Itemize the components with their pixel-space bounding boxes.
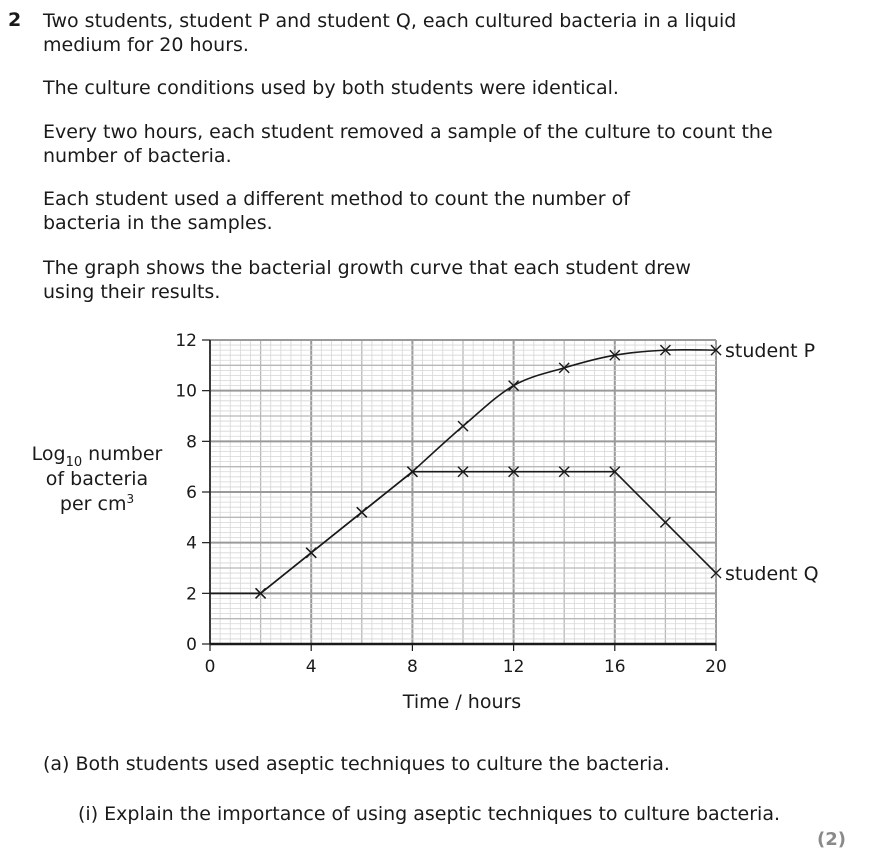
y-tick-label: 12 bbox=[175, 331, 197, 351]
graph-paragraph: The graph shows the bacterial growth curve that each student drew using their results. bbox=[43, 257, 691, 303]
chart-grid bbox=[210, 340, 716, 644]
y-tick-label: 0 bbox=[186, 635, 197, 655]
part-a-i-text: (i) Explain the importance of using aseptic techniques to culture bacteria. bbox=[78, 803, 781, 825]
method-paragraph: Each student used a different method to count the number of bacteria in the samples. bbox=[43, 188, 630, 234]
student-p-legend-label: student P bbox=[725, 340, 816, 363]
x-tick-label: 4 bbox=[305, 657, 317, 677]
intro-paragraph: Two students, student P and student Q, each cultured bacteria in a liquid medium for 20 hours. bbox=[43, 10, 737, 56]
x-tick-label: 16 bbox=[603, 657, 626, 677]
y-axis-title-line-2: of bacteria bbox=[45, 468, 149, 490]
y-tick-label: 2 bbox=[186, 584, 197, 605]
x-tick-label: 20 bbox=[705, 657, 727, 677]
conditions-paragraph: The culture conditions used by both students were identical. bbox=[43, 77, 619, 99]
x-tick-label: 12 bbox=[502, 657, 525, 677]
y-tick-label: 10 bbox=[175, 381, 197, 402]
part-a-text: (a) Both students used aseptic techniques to culture the bacteria. bbox=[43, 753, 670, 775]
x-tick-label: 0 bbox=[204, 657, 216, 677]
y-axis-title-line-1: Log$_{10}$ number bbox=[31, 443, 163, 470]
student-q-legend-label: student Q bbox=[725, 563, 819, 586]
x-axis-title: Time / hours bbox=[402, 691, 522, 713]
y-tick-label: 6 bbox=[186, 483, 197, 503]
chart-ticks bbox=[175, 331, 726, 677]
y-tick-label: 4 bbox=[186, 533, 197, 554]
y-axis-title-line-3: per $cm^3$ bbox=[59, 492, 135, 515]
sampling-paragraph: Every two hours, each student removed a sample of the culture to count the number of bacteria. bbox=[43, 121, 773, 167]
marks-badge: (2) bbox=[817, 829, 846, 850]
x-tick-label: 8 bbox=[406, 657, 418, 677]
question-number: 2 bbox=[8, 9, 22, 31]
y-tick-label: 8 bbox=[186, 432, 197, 453]
